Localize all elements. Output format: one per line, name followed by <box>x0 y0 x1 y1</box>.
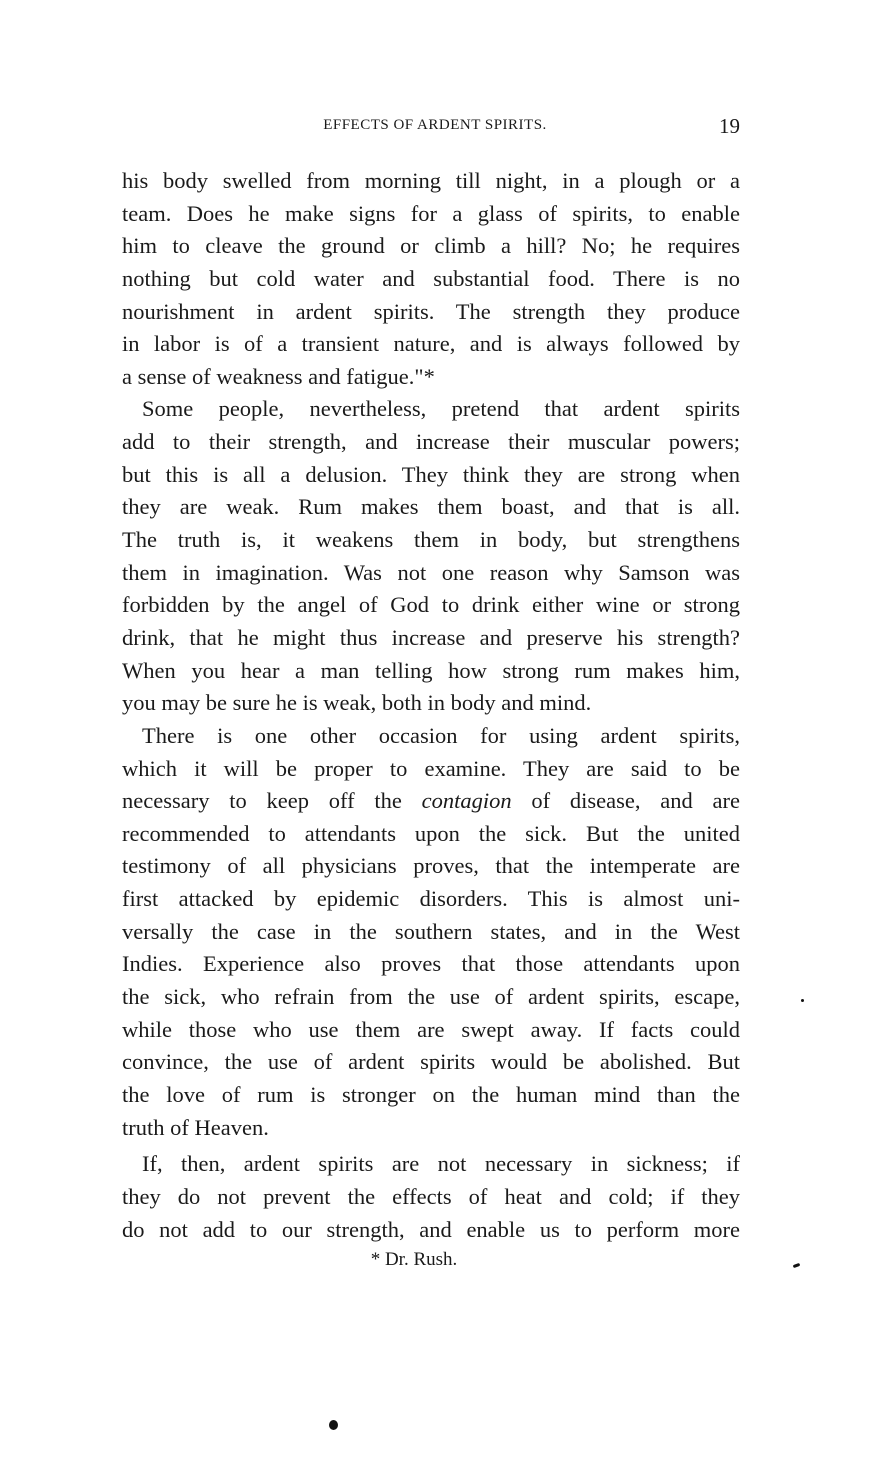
text-line: the love of rum is stronger on the human mind than the <box>122 1081 740 1107</box>
text-line <box>122 785 740 818</box>
text-line: you may be sure he is weak, both in body and mind. <box>122 690 592 716</box>
text-segment: necessary to keep off the <box>122 788 422 814</box>
text-line: nothing but cold water and substantial food. There is no <box>122 265 740 291</box>
text-line: Some people, nevertheless, pretend that ardent spirits <box>142 396 740 422</box>
text-line: If, then, ardent spirits are not necessary in sickness; if <box>142 1151 740 1177</box>
text-line: while those who use them are swept away. If facts could <box>122 1016 740 1042</box>
text-line: There is one other occasion for using ardent spirits, <box>142 722 740 748</box>
text-line: versally the case in the southern states, and in the West <box>122 918 740 944</box>
text-line: which it will be proper to examine. They are said to be <box>122 755 740 781</box>
text-line: Indies. Experience also proves that those attendants upon <box>122 951 740 977</box>
text-line: first attacked by epidemic disorders. This is almost uni- <box>122 886 740 912</box>
text-line: truth of Heaven. <box>122 1114 269 1140</box>
text-line: a sense of weakness and fatigue."* <box>122 363 435 389</box>
running-title: EFFECTS OF ARDENT SPIRITS. <box>323 117 547 133</box>
footnote-text: * Dr. Rush. <box>370 1249 458 1270</box>
text-line: recommended to attendants upon the sick. But the united <box>122 820 740 846</box>
running-header <box>120 114 740 141</box>
text-line: in labor is of a transient nature, and is always followed by <box>122 331 740 357</box>
text-line: forbidden by the angel of God to drink either wine or strong <box>122 592 740 618</box>
text-line: they are weak. Rum makes them boast, and that is all. <box>122 494 740 520</box>
text-line: The truth is, it weakens them in body, but strengthens <box>122 527 740 553</box>
text-line: the sick, who refrain from the use of ardent spirits, escape, <box>122 984 740 1010</box>
text-line: add to their strength, and increase their muscular powers; <box>122 429 740 455</box>
text-line: they do not prevent the effects of heat and cold; if they <box>122 1183 740 1209</box>
text-line: him to cleave the ground or climb a hill? No; he requires <box>122 233 740 259</box>
text-line: but this is all a delusion. They think they are strong when <box>122 461 740 487</box>
text-line: testimony of all physicians proves, that the intemperate are <box>122 853 740 879</box>
scan-speck <box>329 1420 338 1430</box>
text-line: his body swelled from morning till night, in a plough or a <box>122 168 740 193</box>
text-segment: of disease, and are <box>511 788 740 814</box>
text-line: them in imagination. Was not one reason why Samson was <box>122 559 740 585</box>
text-line: do not add to our strength, and enable us to perform more <box>122 1216 740 1242</box>
text-line: drink, that he might thus increase and preserve his strength? <box>122 624 740 650</box>
scan-speck <box>801 999 804 1002</box>
text-line: convince, the use of ardent spirits would be abolished. But <box>122 1049 740 1075</box>
italic-text: contagion <box>421 788 512 814</box>
body-text <box>122 165 740 1246</box>
page-number: 19 <box>719 114 740 138</box>
text-line: When you hear a man telling how strong rum makes him, <box>122 657 740 683</box>
footnote <box>0 1249 888 1271</box>
text-line: nourishment in ardent spirits. The strength they produce <box>122 298 740 324</box>
text-line: team. Does he make signs for a glass of spirits, to enable <box>122 200 740 226</box>
